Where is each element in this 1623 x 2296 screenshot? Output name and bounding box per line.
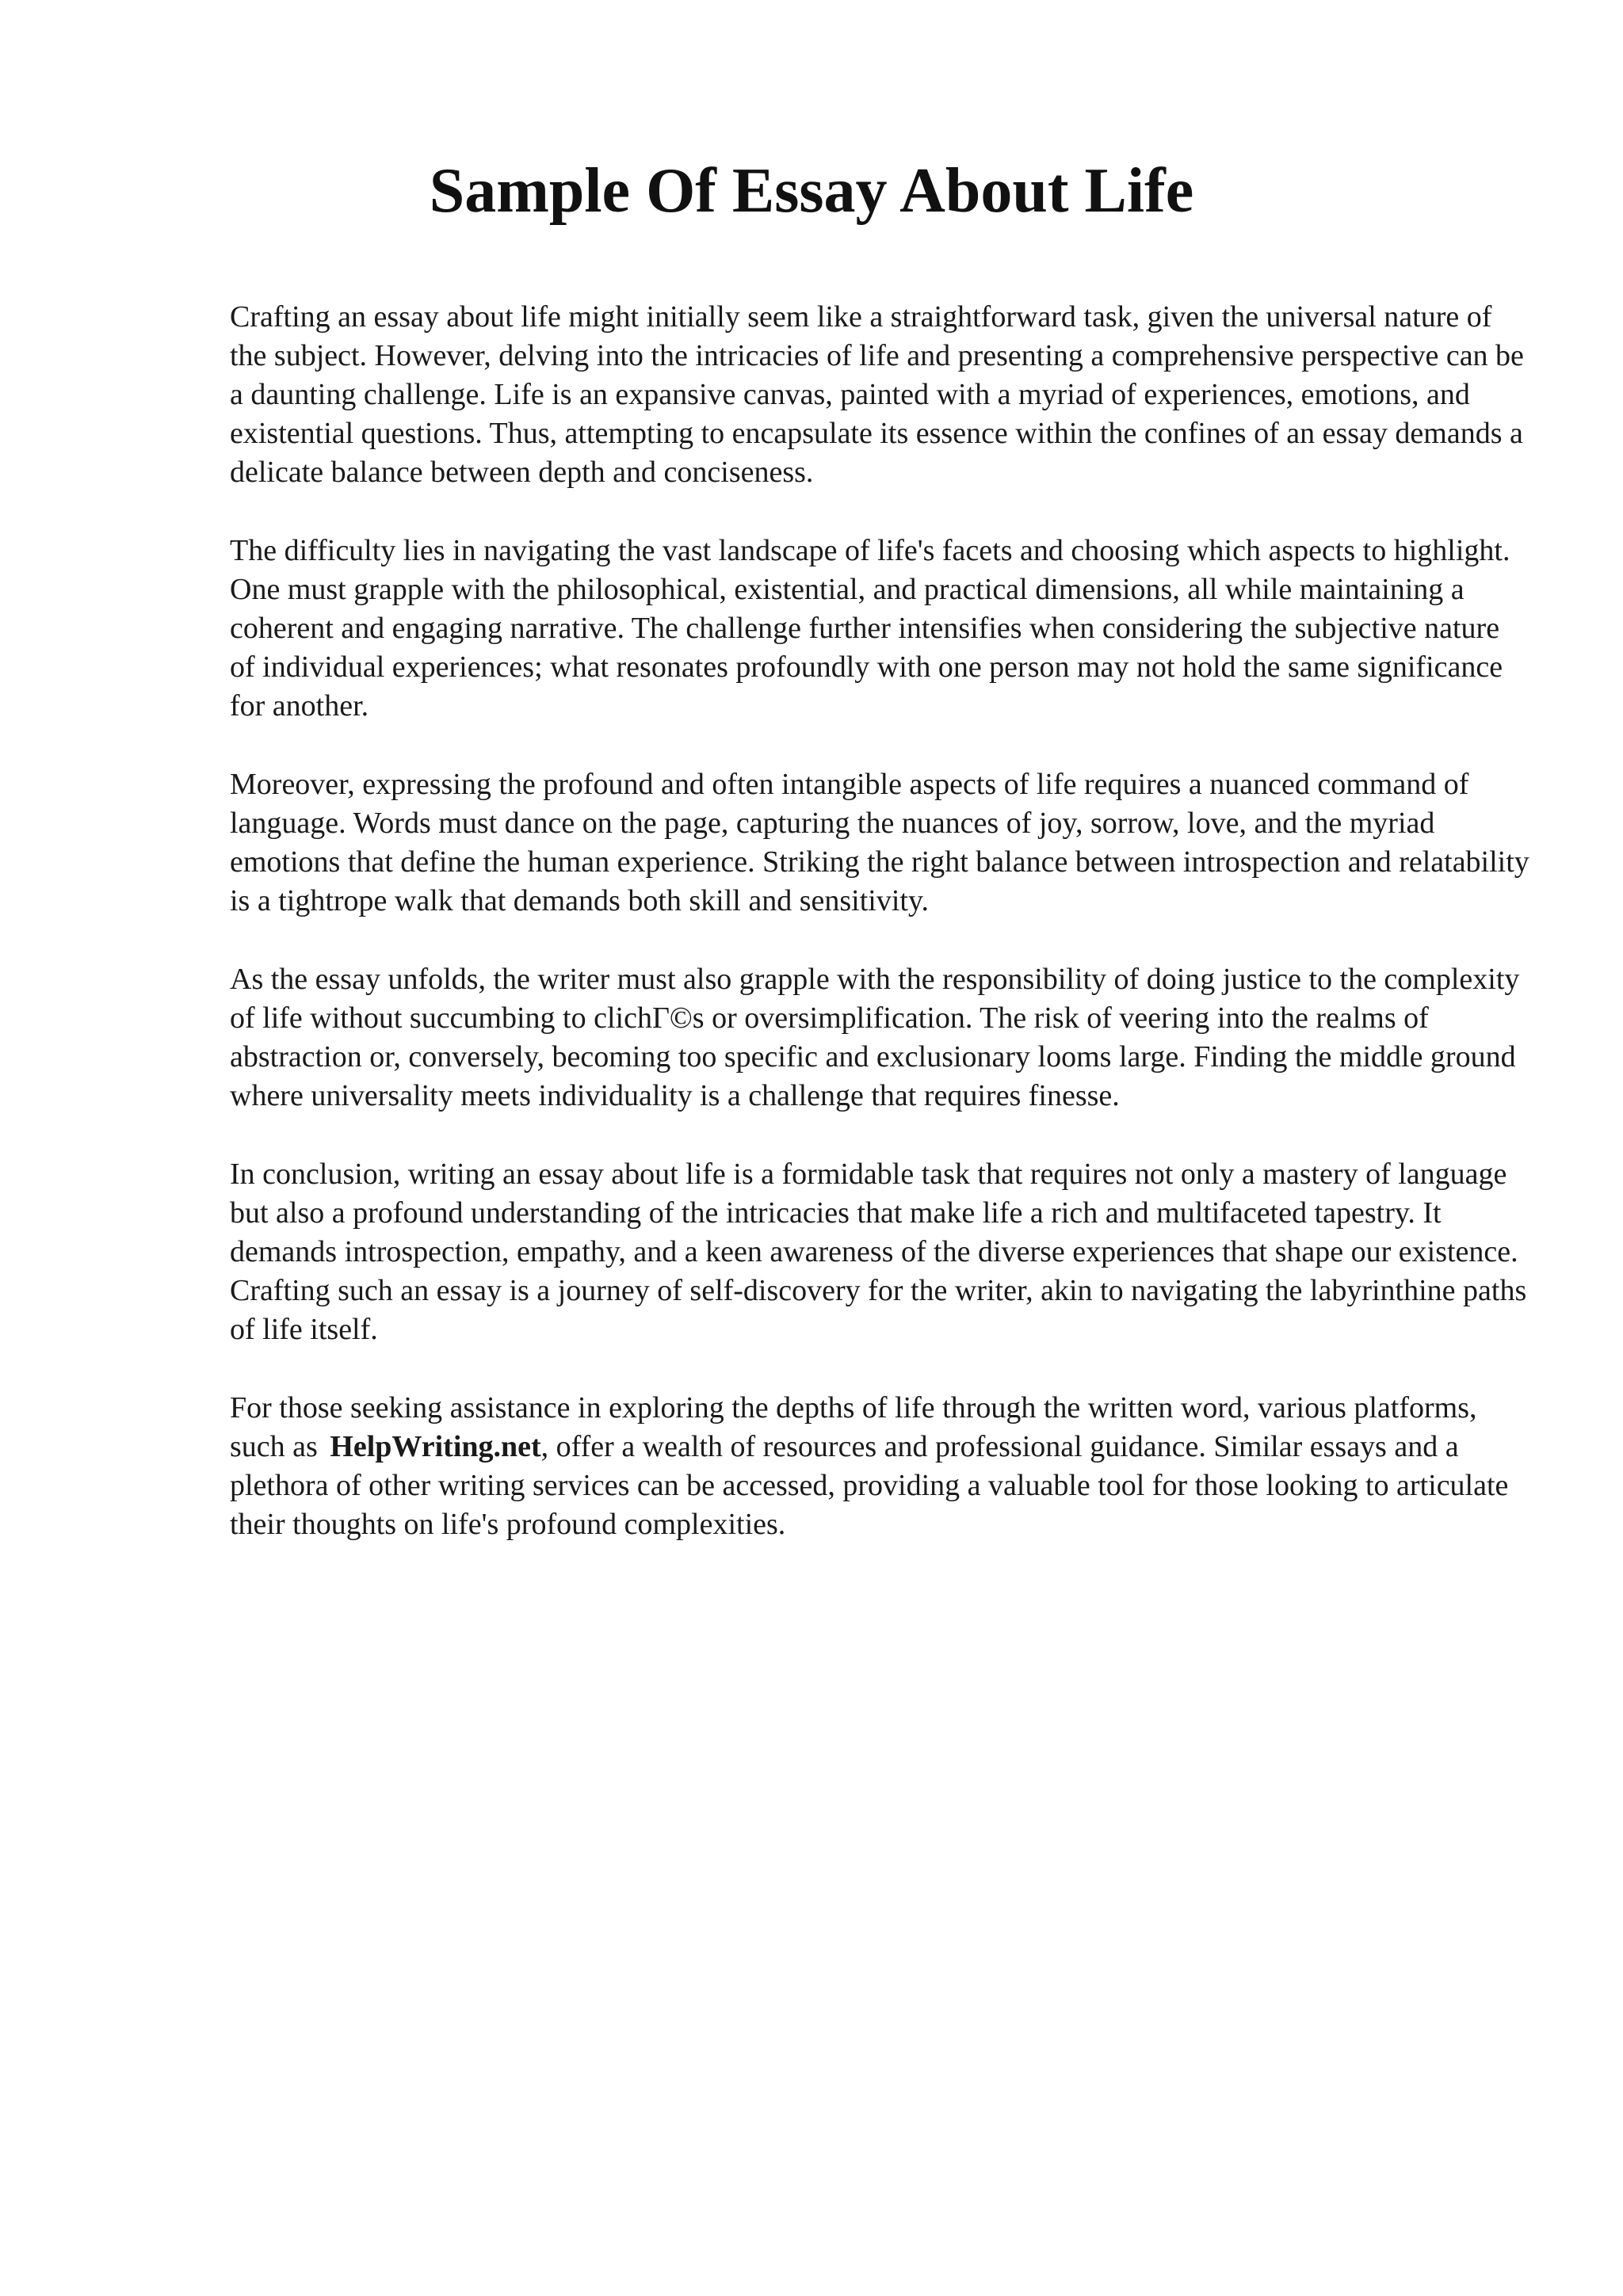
essay-paragraph-4: As the essay unfolds, the writer must also grapple with the responsibility of doing justice to the complexity of life without succumbing to clichΓ©s or oversimplification. The risk of veering into the realms of abstraction or, conversely, becoming too specific and exclusionary looms large. Finding the middle ground where universality meets individuality is a challenge that requires finesse.	[230, 963, 1520, 1112]
essay-paragraph-1: Crafting an essay about life might initially seem like a straightforward task, given the universal nature of the subject. However, delving into the intricacies of life and presenting a comprehensive perspective can be a daunting challenge. Life is an expansive canvas, painted with a myriad of experiences, emotions, and existential questions. Thus, attempting to encapsulate its essence within the confines of an essay demands a delicate balance between depth and conciseness.	[230, 300, 1524, 489]
essay-body	[230, 298, 1529, 1584]
essay-paragraph-3: Moreover, expressing the profound and often intangible aspects of life requires a nuanced command of language. Words must dance on the page, capturing the nuances of joy, sorrow, love, and the myriad emotions that define the human experience. Striking the right balance between introspection and relatability is a tightrope walk that demands both skill and sensitivity.	[230, 768, 1529, 917]
closing-paragraph	[230, 1389, 1529, 1544]
page-title: Sample Of Essay About Life	[429, 156, 1194, 226]
essay-paragraph-2: The difficulty lies in navigating the vast landscape of life's facets and choosing which aspects to highlight. One must grapple with the philosophical, existential, and practical dimensions, all while maintaining a coherent and engaging narrative. The challenge further intensifies when considering the subjective nature of individual experiences; what resonates profoundly with one person may not hold the same significance for another.	[230, 534, 1510, 723]
brand-name: HelpWriting.net	[330, 1430, 541, 1463]
essay-paragraph-5: In conclusion, writing an essay about life is a formidable task that requires not only a mastery of language but also a profound understanding of the intricacies that make life a rich and multifaceted tapestry. It demands introspection, empathy, and a keen awareness of the diverse experiences that shape our existence. Crafting such an essay is a journey of self-discovery for the writer, akin to navigating the labyrinthine paths of life itself.	[230, 1158, 1527, 1346]
closing-text-after: , offer a wealth of resources and professional guidance. Similar essays and a plethora of other writing services can be accessed, providing a valuable tool for those looking to articulate their thoughts on life's profound complexities.	[230, 1430, 1509, 1541]
closing-text-before: For those seeking assistance in exploring the depths of life through the written word, various platforms, such as	[230, 1391, 1477, 1463]
